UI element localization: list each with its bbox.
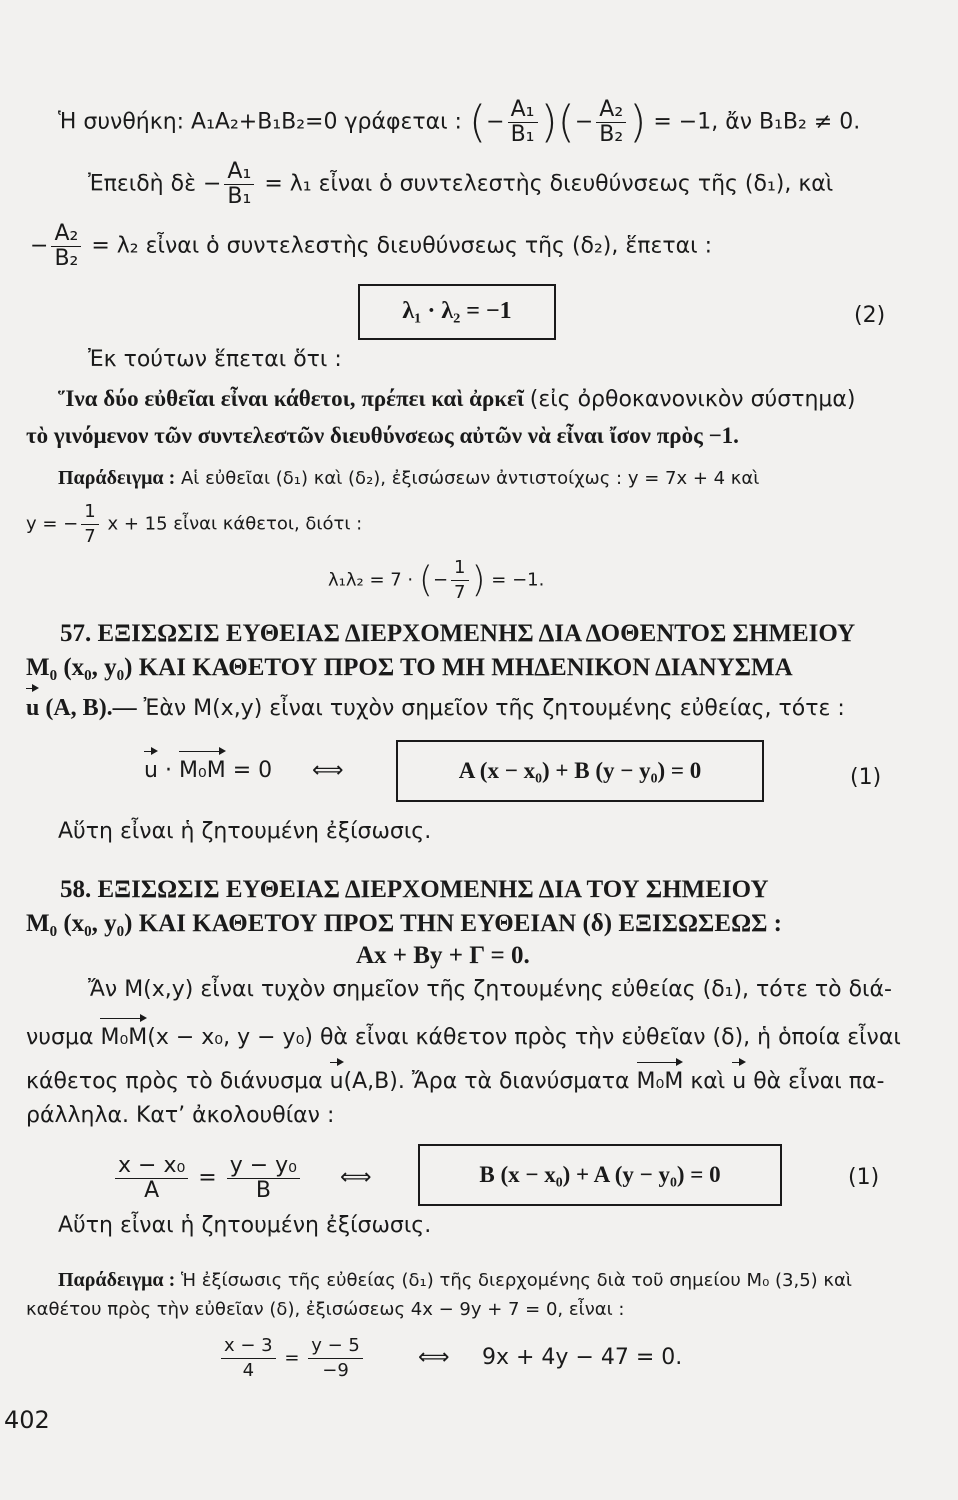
fraction [308,1334,363,1383]
slope-line-1 [88,160,833,209]
text: Ἐπειδὴ δὲ − [88,171,222,197]
vector-symbol: M₀M [178,758,226,783]
equivalence-arrow: ⟺ [340,1165,372,1190]
text: θὰ εἶναι πα- [746,1069,885,1094]
section-58-heading-3: Ax + By + Γ = 0. [356,942,530,969]
section-57-intro [26,694,845,723]
fraction [451,556,468,605]
formula: B (x − x₀) + A (y − y₀) = 0 [479,1162,721,1187]
formula: λ₁ · λ₂ = −1 [402,298,512,324]
boxed-formula-58 [418,1144,782,1206]
text: (A,B). Ἄρα τὰ διανύσματα [343,1069,637,1094]
denominator: 7 [84,526,96,547]
example-2-line-2: καθέτου πρὸς τὴν εὐθεῖαν (δ), ἐξισώσεως 4x − 9y + 7 = 0, εἶναι : [26,1299,625,1320]
section-58-heading-1: 58. ΕΞΙΣΩΣΙΣ ΕΥΘΕΙΑΣ ΔΙΕΡΧΟΜΕΝΗΣ ΔΙΑ ΤΟΥ ΣΗΜΕΙΟΥ [60,876,769,903]
fraction [115,1154,188,1203]
fraction [508,98,538,147]
numerator: y − y₀ [227,1154,300,1179]
numerator: A₁ [224,160,254,185]
denominator: B₂ [599,122,624,147]
text-line [26,1024,901,1052]
denominator: B₁ [227,184,252,209]
text: νυσμα [26,1025,101,1050]
fraction [224,160,254,209]
text: λ₁λ₂ = 7 · [328,569,414,591]
denominator: A [144,1178,160,1203]
numerator: x − 3 [221,1334,276,1359]
text: Ἡ συνθήκη: A₁A₂+B₁B₂=0 γράφεται : [58,109,462,135]
denominator: 7 [454,582,466,603]
paren: ( [468,96,487,148]
text: · [157,758,179,783]
text-line: ράλληλα. Κατ’ ἀκολουθίαν : [26,1103,335,1128]
text: Ἐὰν M(x,y) εἶναι τυχὸν σημεῖον τῆς ζητουμένης εὐθείας, τότε : [136,696,845,721]
numerator: A₂ [51,222,81,247]
numerator: 1 [81,500,98,525]
text: x + 15 εἶναι κάθετοι, διότι : [107,513,363,535]
text: (x − x₀, y − y₀) θὰ εἶναι κάθετον πρὸς τὴν εὐθεῖαν (δ), ἡ ὁποία εἶναι [147,1025,901,1050]
fraction [81,500,98,549]
denominator: B₁ [510,122,535,147]
text-line [26,1068,884,1096]
denominator: −9 [322,1360,349,1381]
paren: ) [629,96,647,148]
text: = 0 [225,758,273,783]
vector-symbol: u [26,695,40,721]
theorem-line-1 [58,385,855,414]
denominator: B₂ [54,246,79,271]
text: − [30,233,49,259]
text: = λ₂ εἶναι ὁ συντελεστὴς διευθύνσεως τῆς (δ₂), ἕπεται : [91,233,712,259]
equation-number: (1) [848,1165,880,1190]
paren: ( [557,96,575,148]
example-1-line-2 [26,500,362,549]
denominator: 4 [242,1360,255,1381]
condition-line: Ἡ συνθήκη: A₁A₂+B₁B₂=0 γράφεται : (− $\frac{\text{A₁}}{\text{B₁}}$ )(− $\frac{\text{A₂}}{\text{B₂}}$ ) = −1, ἄν B₁B₂ ≠ 0. [58,96,861,148]
text: y = − [26,513,79,535]
formula: A (x − x₀) + B (y − y₀) = 0 [458,758,702,783]
text: Ἡ ἐξίσωσις τῆς εὐθείας (δ₁) τῆς διερχομένης διὰ τοῦ σημείου M₀ (3,5) καὶ [180,1270,852,1291]
example-1-line-3: λ₁λ₂ = 7 · (− $\frac{1}{7}$ ) = −1. [328,557,545,603]
theorem-line-2: τὸ γινόμενον τῶν συντελεστῶν διευθύνσεως αὐτῶν νὰ εἶναι ἴσον πρὸς −1. [26,423,739,448]
example-label: Παράδειγμα : [58,1269,176,1291]
numerator: 1 [451,556,468,581]
paren: ) [540,96,558,148]
boxed-formula-2 [358,284,556,340]
fraction [596,98,626,147]
numerator: y − 5 [308,1334,363,1359]
result-formula: 9x + 4y − 47 = 0. [482,1345,683,1370]
example-2-equation [218,1334,366,1383]
text-line: Αὕτη εἶναι ἡ ζητουμένη ἐξίσωσις. [58,819,432,844]
text-line: Ἄν M(x,y) εἶναι τυχὸν σημεῖον τῆς ζητουμένης εὐθείας (δ₁), τότε τὸ διά- [88,977,892,1002]
text: καὶ [683,1069,733,1094]
paren: ( [418,559,433,601]
theorem-text: Ἵνα δύο εὐθεῖαι εἶναι κάθετοι, πρέπει καὶ ἀρκεῖ [58,386,524,411]
text: = −1. [491,569,545,591]
equation-number: (2) [854,303,886,328]
vector-symbol: u [329,1069,344,1094]
numerator: A₁ [508,98,538,123]
section-57-heading-2: M₀ (x₀, y₀) ΚΑΙ ΚΑΘΕΤΟΥ ΠΡΟΣ ΤΟ ΜΗ ΜΗΔΕΝΙΚΟΝ ΔΙΑΝΥΣΜΑ [26,654,793,681]
text: (A, B).— [39,695,137,721]
example-1-line-1 [58,464,759,493]
equivalence-arrow: ⟺ [418,1345,450,1370]
text-line: Αὕτη εἶναι ἡ ζητουμένη ἐξίσωσις. [58,1213,432,1238]
example-2-line-1 [58,1266,852,1295]
text: = [284,1347,300,1369]
fraction [227,1154,300,1203]
denominator: B [255,1178,271,1203]
text-line: Ἐκ τούτων ἕπεται ὅτι : [88,347,342,372]
vector-symbol: u [144,758,158,783]
equivalence-arrow: ⟺ [312,758,344,783]
fraction [221,1334,276,1383]
slope-line-2 [30,222,712,271]
vector-u [26,695,137,721]
text: Αἱ εὐθεῖαι (δ₁) καὶ (δ₂), ἐξισώσεων ἀντιστοίχως : y = 7x + 4 καὶ [180,468,760,489]
section-57-heading-1: 57. ΕΞΙΣΩΣΙΣ ΕΥΘΕΙΑΣ ΔΙΕΡΧΟΜΕΝΗΣ ΔΙΑ ΔΟΘΕΝΤΟΣ ΣΗΜΕΙΟΥ [60,620,856,647]
numerator: A₂ [596,98,626,123]
section-58-equation [112,1154,303,1203]
text: = −1, ἄν B₁B₂ ≠ 0. [653,109,861,135]
section-58-heading-2: M₀ (x₀, y₀) ΚΑΙ ΚΑΘΕΤΟΥ ΠΡΟΣ ΤΗΝ ΕΥΘΕΙΑΝ (δ) ΕΞΙΣΩΣΕΩΣ : [26,910,783,937]
example-label: Παράδειγμα : [58,467,176,489]
vector-symbol: M₀M [100,1025,148,1050]
boxed-formula-57 [396,740,764,802]
page-number: 402 [4,1406,50,1434]
text: κάθετος πρὸς τὸ διάνυσμα [26,1069,330,1094]
vector-symbol: u [732,1069,747,1094]
paren: ) [471,559,486,601]
text: (εἰς ὀρθοκανονικὸν σύστημα) [529,387,856,412]
section-57-equation [144,757,272,785]
vector-symbol: M₀M [636,1069,684,1094]
numerator: x − x₀ [115,1154,188,1179]
text: = [198,1165,217,1191]
equation-number: (1) [850,765,882,790]
fraction [51,222,81,271]
text: = λ₁ εἶναι ὁ συντελεστὴς διευθύνσεως τῆς (δ₁), καὶ [264,171,834,197]
